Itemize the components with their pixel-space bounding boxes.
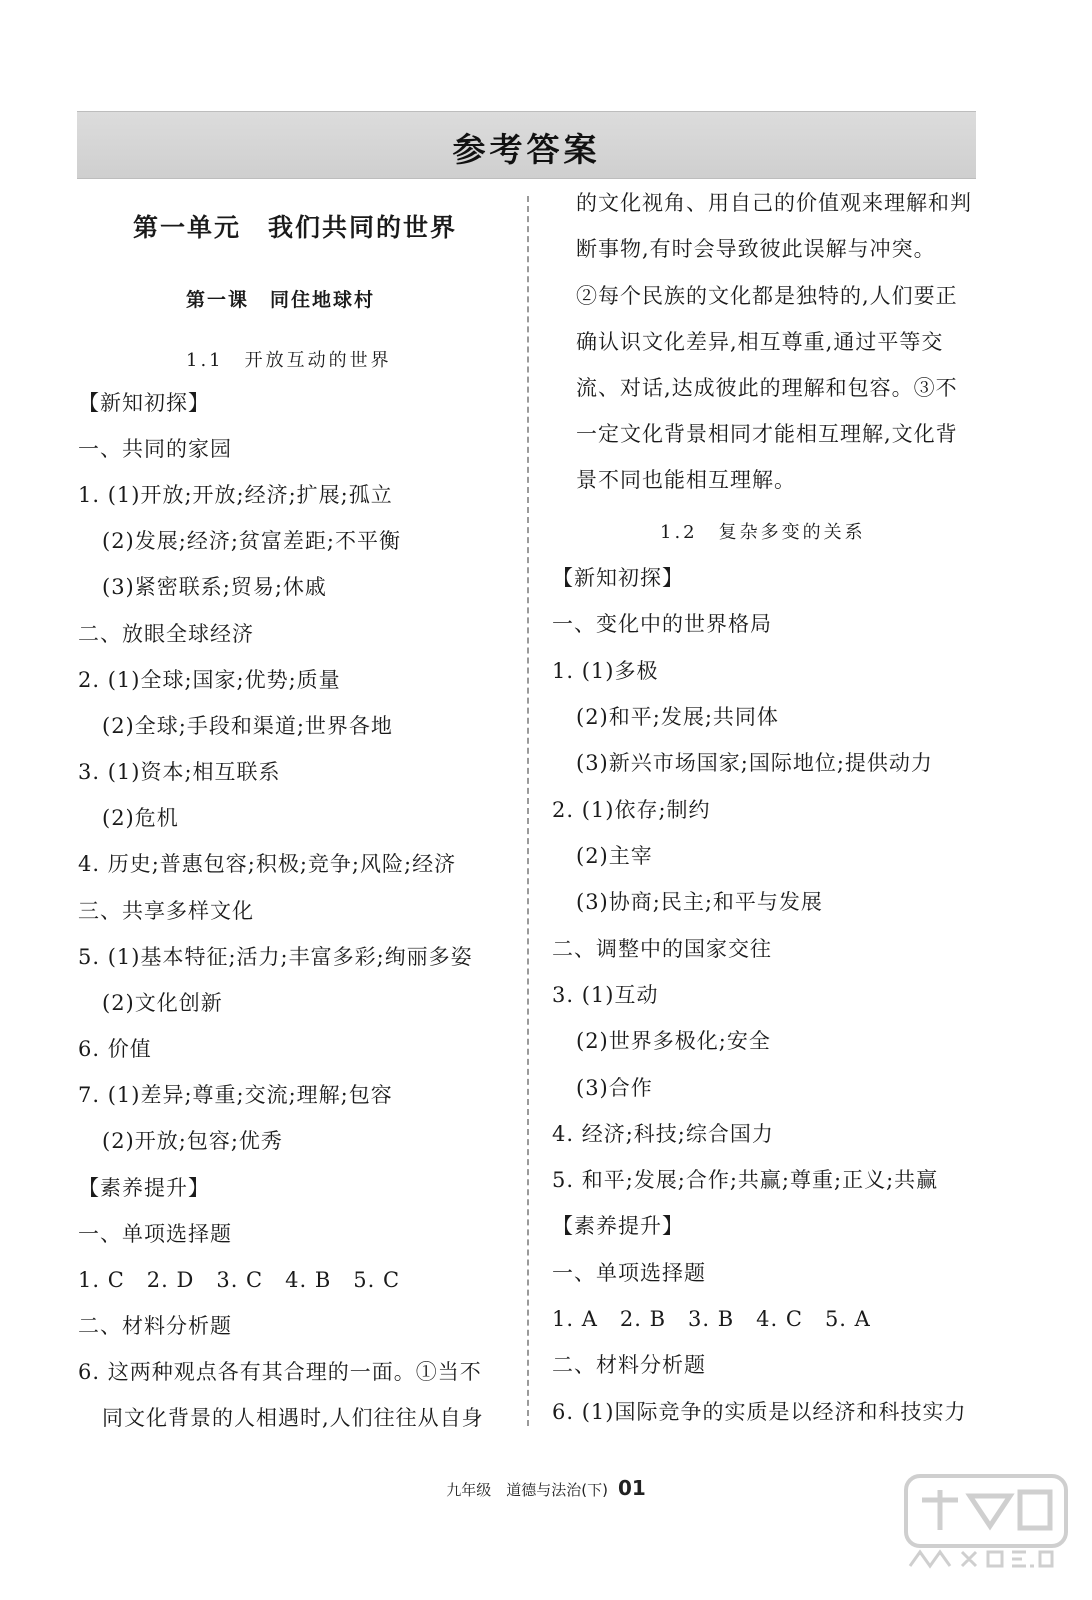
answer-line: 景不同也能相互理解。 bbox=[576, 468, 796, 492]
answer-line: (2)和平;发展;共同体 bbox=[576, 705, 779, 729]
answer-line: 【新知初探】 bbox=[78, 391, 210, 415]
answer-line: 二、放眼全球经济 bbox=[78, 622, 254, 646]
answer-line: 【素养提升】 bbox=[78, 1176, 210, 1200]
answer-line: (2)危机 bbox=[102, 806, 179, 830]
answer-line: 确认识文化差异,相互尊重,通过平等交 bbox=[576, 330, 944, 354]
answer-line: 1. C 2. D 3. C 4. B 5. C bbox=[78, 1268, 401, 1292]
answer-line: 【素养提升】 bbox=[552, 1214, 684, 1238]
footer-subject: 九年级 道德与法治(下) bbox=[446, 1481, 608, 1499]
answer-line: 2. (1)全球;国家;优势;质量 bbox=[78, 668, 341, 692]
page-title: 参考答案 bbox=[452, 130, 601, 169]
answer-line: 一、单项选择题 bbox=[78, 1222, 232, 1246]
answer-line: 1. (1)开放;开放;经济;扩展;孤立 bbox=[78, 483, 393, 507]
answer-line: 4. 经济;科技;综合国力 bbox=[552, 1122, 774, 1146]
answer-line: 同文化背景的人相遇时,人们往往从自身 bbox=[102, 1406, 484, 1430]
answer-line: (2)文化创新 bbox=[102, 991, 223, 1015]
answer-line: ②每个民族的文化都是独特的,人们要正 bbox=[576, 284, 958, 308]
answer-line: 1. A 2. B 3. B 4. C 5. A bbox=[552, 1307, 871, 1331]
answer-line: (3)协商;民主;和平与发展 bbox=[576, 890, 823, 914]
answer-line: 断事物,有时会导致彼此误解与冲突。 bbox=[576, 237, 936, 261]
answer-line: 3. (1)互动 bbox=[552, 983, 659, 1007]
answer-line: 6. (1)国际竞争的实质是以经济和科技实力 bbox=[552, 1400, 967, 1424]
answer-line: 一、变化中的世界格局 bbox=[552, 612, 772, 636]
section-title-1-2: 1.2 复杂多变的关系 bbox=[660, 522, 866, 543]
answer-line: 5. (1)基本特征;活力;丰富多彩;绚丽多姿 bbox=[78, 945, 473, 969]
answer-line: 6. 价值 bbox=[78, 1037, 152, 1061]
answer-banner bbox=[77, 111, 976, 179]
column-divider bbox=[527, 196, 529, 1426]
answer-line: 二、材料分析题 bbox=[78, 1314, 232, 1338]
answer-line: 6. 这两种观点各有其合理的一面。①当不 bbox=[78, 1360, 482, 1384]
answer-line: 三、共享多样文化 bbox=[78, 899, 254, 923]
answer-line: 一、单项选择题 bbox=[552, 1261, 706, 1285]
watermark-logo bbox=[900, 1470, 1072, 1582]
page-number: 01 bbox=[617, 1476, 646, 1500]
answer-line: 5. 和平;发展;合作;共赢;尊重;正义;共赢 bbox=[552, 1168, 939, 1192]
answer-line: 4. 历史;普惠包容;积极;竞争;风险;经济 bbox=[78, 852, 457, 876]
answer-line: 二、材料分析题 bbox=[552, 1353, 706, 1377]
answer-line: (3)紧密联系;贸易;休戚 bbox=[102, 575, 327, 599]
lesson-title: 第一课 同住地球村 bbox=[186, 289, 376, 311]
answer-line: 7. (1)差异;尊重;交流;理解;包容 bbox=[78, 1083, 393, 1107]
answer-line: (2)开放;包容;优秀 bbox=[102, 1129, 283, 1153]
answer-line: (2)主宰 bbox=[576, 844, 653, 868]
answer-line: (2)世界多极化;安全 bbox=[576, 1029, 771, 1053]
answer-line: 一定文化背景相同才能相互理解,文化背 bbox=[576, 422, 958, 446]
answer-line: 二、调整中的国家交往 bbox=[552, 937, 772, 961]
answer-line: 一、共同的家园 bbox=[78, 437, 232, 461]
answer-line: 的文化视角、用自己的价值观来理解和判 bbox=[576, 191, 972, 215]
answer-line: (3)合作 bbox=[576, 1076, 653, 1100]
answer-line: (2)全球;手段和渠道;世界各地 bbox=[102, 714, 393, 738]
answer-line: 2. (1)依存;制约 bbox=[552, 798, 711, 822]
answer-line: 流、对话,达成彼此的理解和包容。③不 bbox=[576, 376, 958, 400]
answer-line: 1. (1)多极 bbox=[552, 659, 659, 683]
answer-line: 【新知初探】 bbox=[552, 566, 684, 590]
answer-line: (2)发展;经济;贫富差距;不平衡 bbox=[102, 529, 401, 553]
answer-line: (3)新兴市场国家;国际地位;提供动力 bbox=[576, 751, 933, 775]
unit-title: 第一单元 我们共同的世界 bbox=[133, 213, 458, 242]
answer-line: 3. (1)资本;相互联系 bbox=[78, 760, 281, 784]
section-title-1-1: 1.1 开放互动的世界 bbox=[186, 350, 392, 371]
